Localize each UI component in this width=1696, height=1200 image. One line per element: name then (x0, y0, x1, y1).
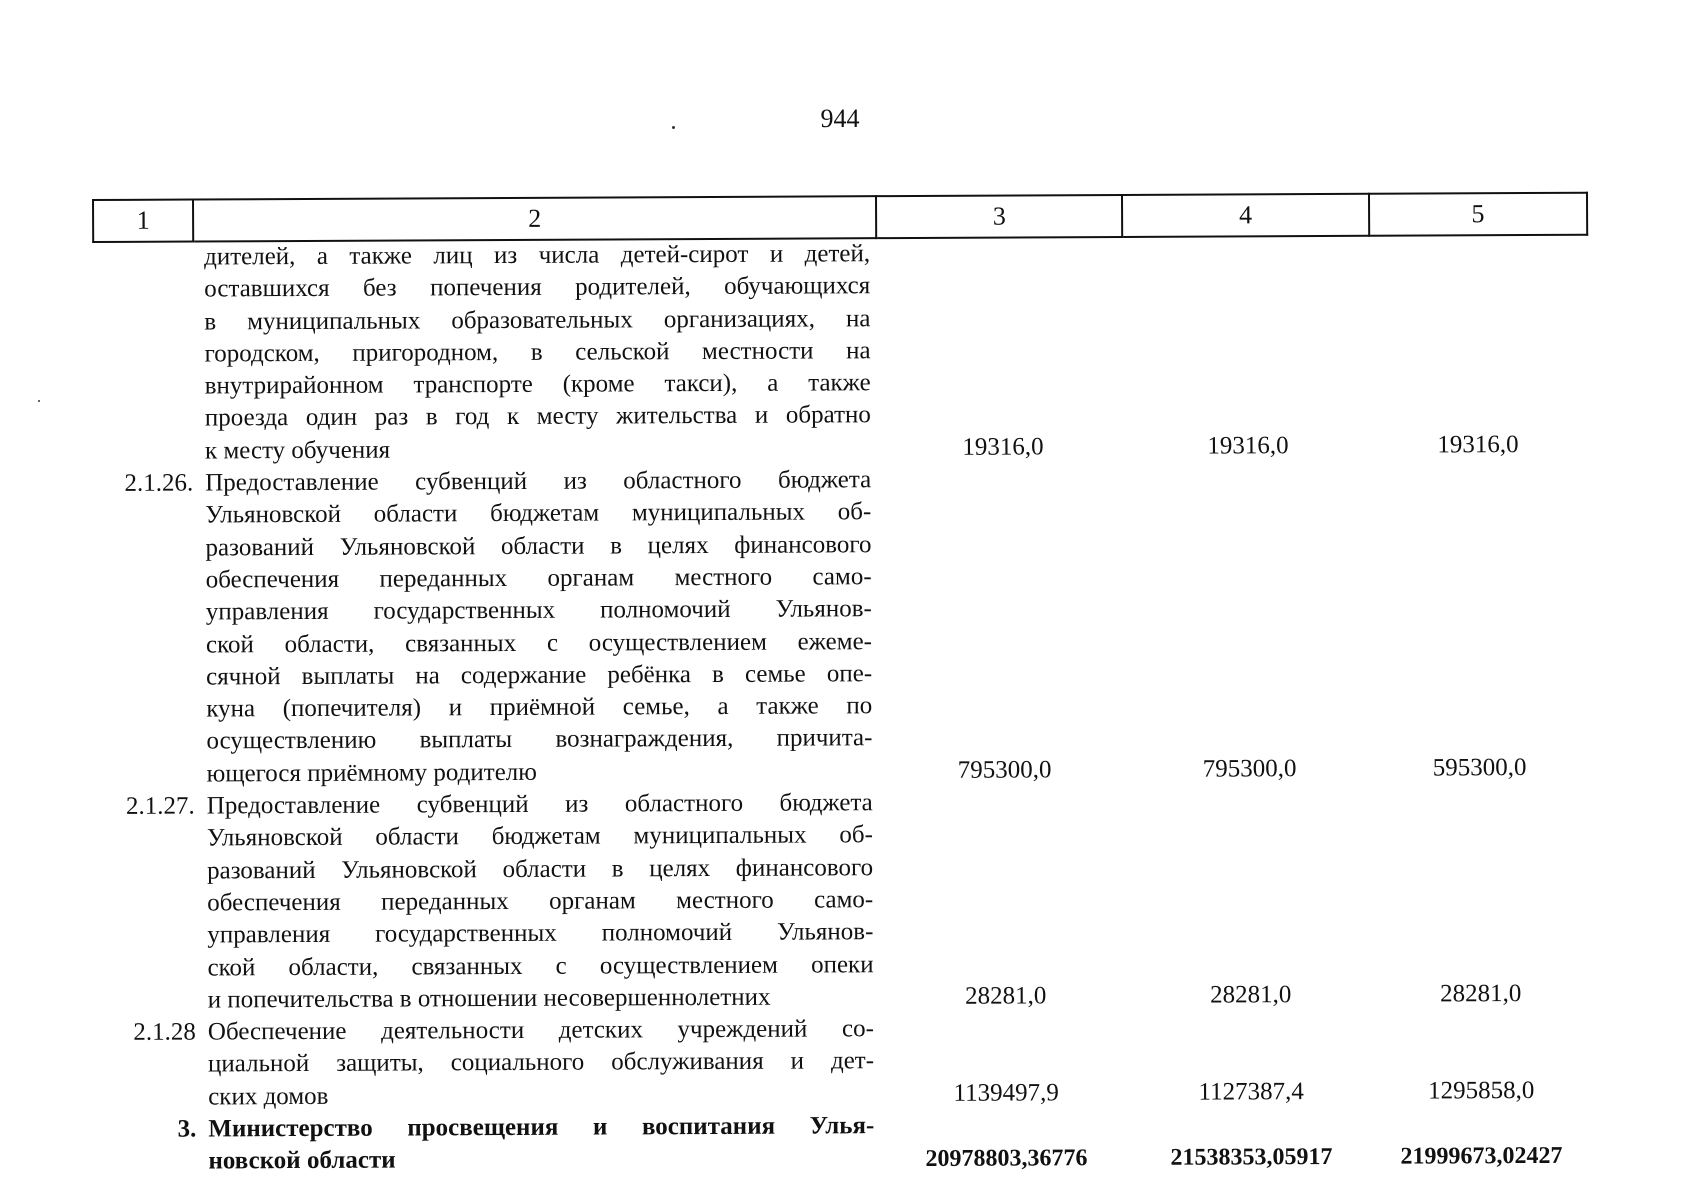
description-line: внутрирайонном транспорте (кроме такси), а также (204, 369, 871, 400)
description-line: Ульяновской области бюджетам муниципальных об- (205, 498, 872, 529)
table-row (93, 461, 1595, 791)
description-line: Министерство просвещения и воспитания Улья- (208, 1112, 875, 1143)
scan-speck (672, 126, 675, 129)
row-number: 2.1.26. (124, 469, 194, 497)
description-line: Предоставление субвенций из областного бюджета (205, 466, 872, 497)
description-line: Предоставление субвенций из областного бюджета (206, 789, 873, 820)
value-column-5: 28281,0 (1440, 980, 1522, 1008)
description-line: городском, пригородном, в сельской местности на (204, 337, 871, 368)
column-header-5: 5 (1369, 193, 1588, 236)
description-line: к месту обучения (204, 436, 391, 465)
row-description (205, 464, 873, 790)
value-column-3: 19316,0 (962, 433, 1044, 461)
row-description (207, 787, 874, 1016)
description-line: Ульяновской области бюджетам муниципальных об- (206, 821, 873, 852)
value-column-4: 28281,0 (1210, 981, 1292, 1009)
row-description (208, 1110, 874, 1178)
description-line: осуществлению выплаты вознаграждения, причита- (206, 724, 873, 755)
scan-speck (38, 400, 40, 402)
description-line: управления государственных полномочий Ульянов- (205, 595, 872, 626)
budget-table-body (92, 235, 1597, 1179)
value-column-4: 795300,0 (1202, 755, 1297, 783)
column-header-1: 1 (93, 200, 193, 242)
description-line: куна (попечителя) и приёмной семье, а также по (206, 692, 873, 723)
description-line: ющегося приёмному родителю (206, 758, 537, 788)
description-line: ской области, связанных с осуществлением ежеме- (205, 627, 873, 659)
description-line: дителей, а также лиц из числа детей-сирот и детей, (204, 240, 871, 271)
description-line: ских домов (208, 1082, 329, 1111)
value-column-5: 19316,0 (1437, 431, 1519, 459)
table-row (96, 1010, 1596, 1114)
description-line: новской области (208, 1146, 396, 1175)
description-line: Обеспечение деятельности детских учреждений со- (207, 1015, 874, 1046)
page-number: 944 (820, 104, 860, 133)
description-line: разований Ульяновской области в целях финансового (205, 530, 872, 562)
description-line: сячной выплаты на содержание ребёнка в семье опе- (206, 660, 873, 691)
row-description (208, 1013, 874, 1113)
description-line: циальной защиты, социального обслуживания и дет- (207, 1047, 875, 1078)
row-number: 2.1.28 (133, 1018, 196, 1046)
description-line: управления государственных полномочий Ульянов- (207, 918, 874, 949)
description-line: в муниципальных образовательных организациях, на (204, 304, 871, 336)
table-row (96, 1107, 1596, 1179)
value-column-5: 595300,0 (1432, 754, 1527, 782)
row-number: 2.1.27. (125, 792, 195, 820)
column-header-4: 4 (1122, 194, 1369, 237)
description-line: и попечительства в отношении несовершеннолетних (207, 983, 771, 1014)
description-line: обеспечения переданных органам местного само- (207, 886, 874, 917)
description-line: обеспечения переданных органам местного само- (205, 563, 872, 594)
row-number: 3. (177, 1115, 197, 1143)
column-header-3: 3 (876, 195, 1123, 238)
value-column-3: 28281,0 (965, 982, 1047, 1010)
row-description (204, 238, 871, 467)
table-row (92, 235, 1593, 468)
value-column-3: 1139497,9 (953, 1079, 1059, 1107)
value-column-4: 1127387,4 (1198, 1078, 1304, 1106)
table-row (95, 784, 1596, 1017)
description-line: проезда один раз в год к месту жительства и обратно (204, 401, 871, 432)
column-header-2: 2 (193, 196, 876, 241)
value-column-4: 19316,0 (1207, 432, 1289, 460)
description-line: ской области, связанных с осуществлением опеки (207, 950, 874, 981)
value-column-5: 21999673,02427 (1400, 1142, 1563, 1170)
value-column-3: 795300,0 (957, 756, 1052, 784)
value-column-4: 21538353,05917 (1170, 1143, 1333, 1171)
value-column-5: 1295858,0 (1427, 1076, 1535, 1105)
description-line: оставшихся без попечения родителей, обучающихся (204, 272, 871, 303)
description-line: разований Ульяновской области в целях финансового (207, 853, 874, 885)
value-column-3: 20978803,36776 (925, 1144, 1088, 1172)
